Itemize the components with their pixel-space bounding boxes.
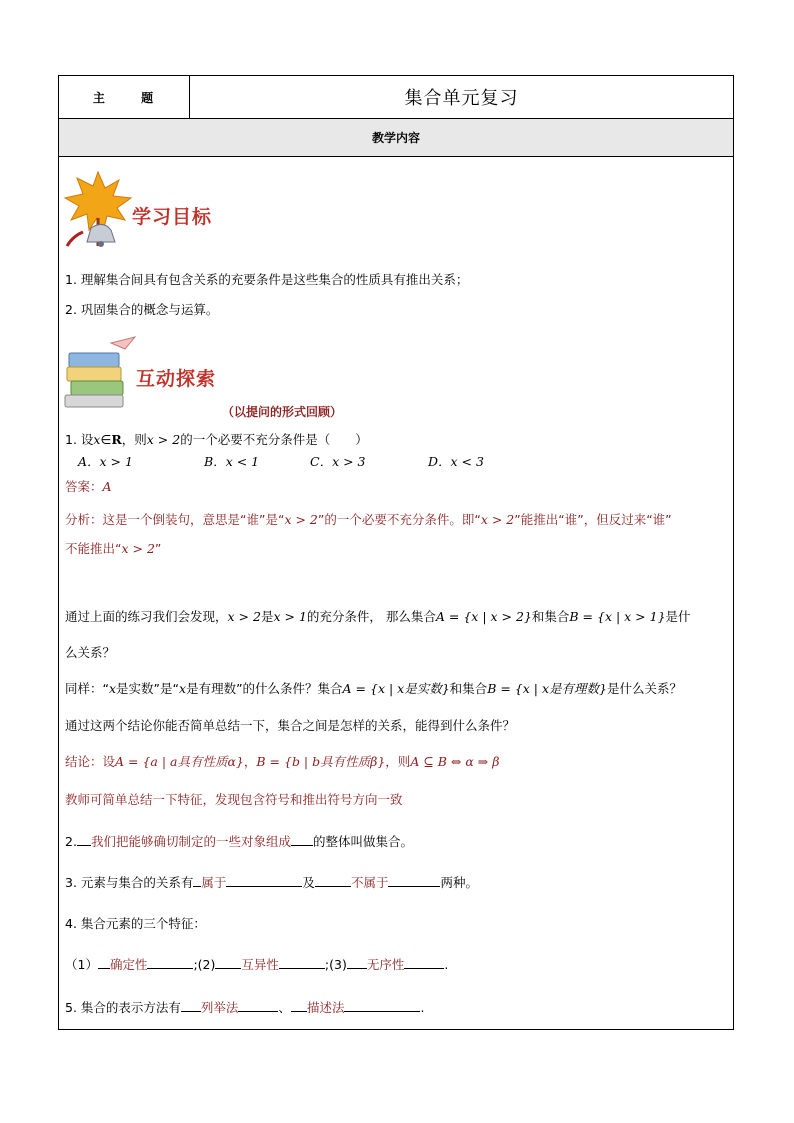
review-note: （以提问的形式回顾） [222, 405, 343, 419]
section-heading-explore: 互动探索 [136, 368, 217, 390]
option-b[interactable]: B．x < 1 [204, 454, 260, 469]
question-4: 4. 集合元素的三个特征： [65, 916, 206, 931]
topic-label: 主 题 [59, 76, 190, 118]
analysis-line-1: 分析：这是一个倒装句，意思是“谁”是“x > 2”的一个必要不充分条件。即“x > 2”能推出“谁”，但反过来“谁” [65, 512, 672, 527]
question-5: 5. 集合的表示方法有 列举法 、 描述法 . [65, 1000, 425, 1015]
books-icon [63, 335, 138, 410]
analysis-line-2: 不能推出“x > 2” [65, 541, 162, 556]
answer: 答案：A [65, 479, 112, 494]
conclusion: 结论：设A = {a | a具有性质α}，B = {b | b具有性质β}，则A ⊆ B ⇔ α ⇒ β [65, 754, 500, 769]
content-label: 教学内容 [59, 119, 733, 157]
question-3: 3. 元素与集合的关系有 属于 及 不属于 两种。 [65, 875, 478, 890]
question-4-features: （1） 确定性 ;(2) 互异性 ;(3) 无序性 . [65, 957, 449, 972]
title-row [59, 76, 733, 119]
maple-leaf-bell-icon [63, 170, 133, 250]
option-d[interactable]: D．x < 3 [428, 454, 484, 469]
paragraph-1: 通过上面的练习我们会发现，x > 2是x > 1的充分条件， 那么集合A = {x | x > 2}和集合B = {x | x > 1}是什 [65, 609, 691, 624]
option-a[interactable]: A．x > 1 [78, 454, 133, 469]
paragraph-3: 通过这两个结论你能否简单总结一下，集合之间是怎样的关系，能得到什么条件？ [65, 718, 516, 733]
goal-item-2: 2. 巩固集合的概念与运算。 [65, 302, 219, 317]
teacher-note: 教师可简单总结一下特征，发现包含符号和推出符号方向一致 [65, 792, 403, 807]
goal-item-1: 1. 理解集合间具有包含关系的充要条件是这些集合的性质具有推出关系； [65, 272, 469, 287]
question-2: 2. 我们把能够确切制定的一些对象组成 的整体叫做集合。 [65, 834, 413, 849]
option-c[interactable]: C．x > 3 [310, 454, 366, 469]
paragraph-1-cont: 么关系？ [65, 645, 116, 660]
question-1: 1. 设x∈R，则x > 2的一个必要不充分条件是（ ） [65, 432, 368, 447]
section-heading-goals: 学习目标 [132, 206, 213, 228]
paragraph-2: 同样：“x是实数”是“x是有理数”的什么条件？集合A = {x | x是实数}和集合B = {x | x是有理数}是什么关系？ [65, 681, 682, 696]
page-title: 集合单元复习 [404, 88, 519, 109]
